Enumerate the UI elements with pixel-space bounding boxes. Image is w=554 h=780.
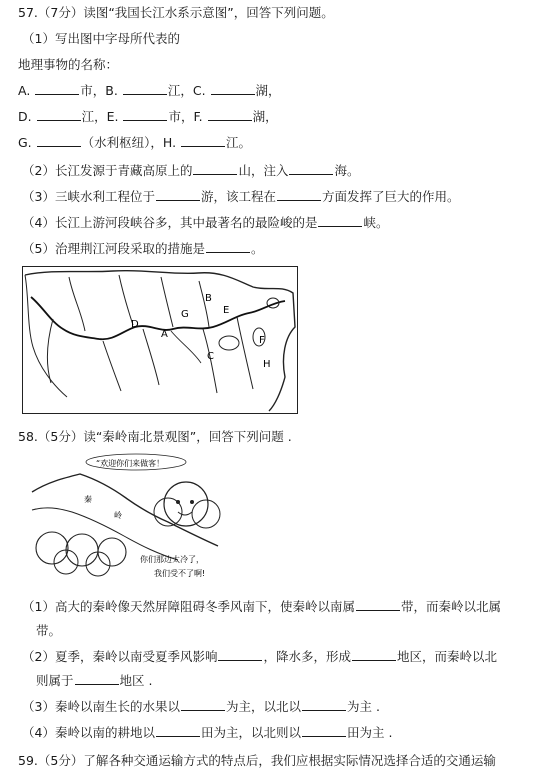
answer-blank-b[interactable] [123, 83, 167, 95]
map-label-g: G [181, 309, 189, 320]
answer-blank-measures[interactable] [206, 241, 250, 253]
answer-blank-gorge[interactable] [318, 215, 362, 227]
answer-blank-summer-monsoon[interactable] [218, 649, 262, 661]
map-label-c: C [207, 351, 214, 362]
cold-text-2: 我们受不了啊! [154, 569, 206, 578]
q57-part2: （2）长江发源于青藏高原上的 山，注入 海。 [22, 163, 360, 178]
answer-blank-north-region[interactable] [75, 673, 119, 685]
q58-part3: （3）秦岭以南生长的水果以 为主，以北以 为主 . [22, 699, 380, 714]
yangtze-river-map [22, 266, 298, 414]
answer-blank-north-farmland[interactable] [302, 725, 346, 737]
welcome-bubble-text: “欢迎你们来做客！ [96, 459, 165, 468]
q57-part5: （5）治理荆江河段采取的措施是 。 [22, 241, 264, 256]
q57-part1-intro-2: 地理事物的名称： [18, 57, 119, 72]
map-label-f: F [259, 335, 265, 346]
answer-blank-south-farmland[interactable] [156, 725, 200, 737]
answer-blank-d[interactable] [37, 109, 81, 121]
map-label-b: B [205, 293, 212, 304]
q58-part2-cont: 则属于 地区 . [36, 673, 153, 688]
answer-blank-h[interactable] [181, 135, 225, 147]
map-label-h: H [263, 359, 271, 370]
qinling-drawing [28, 452, 240, 582]
answer-blank-a[interactable] [35, 83, 79, 95]
answer-blank-sea[interactable] [289, 163, 333, 175]
q57-part3: （3）三峡水利工程位于 游，该工程在 方面发挥了巨大的作用。 [22, 189, 460, 204]
q57-part1-intro: （1）写出图中字母所代表的 [22, 31, 180, 46]
q58-part4: （4）秦岭以南的耕地以 田为主，以北则以 田为主 . [22, 725, 393, 740]
map-label-a: A [161, 329, 168, 340]
answer-blank-south-zone[interactable] [356, 599, 400, 611]
q57-row-abc: A. 市，B. 江，C. 湖， [18, 83, 281, 98]
q58-part1: （1）高大的秦岭像天然屏障阻碍冬季风南下，使秦岭以南属 带，而秦岭以北属 [22, 599, 501, 614]
answer-blank-c[interactable] [211, 83, 255, 95]
answer-blank-south-fruit[interactable] [181, 699, 225, 711]
answer-blank-reach[interactable] [156, 189, 200, 201]
q58-part2: （2）夏季，秦岭以南受夏季风影响 ，降水多，形成 地区，而秦岭以北 [22, 649, 497, 664]
q57-row-def: D. 江，E. 市，F. 湖， [18, 109, 278, 124]
qinling-landscape-figure [28, 452, 240, 582]
qinling-char-qin: 秦 [84, 495, 92, 504]
answer-blank-humid-region[interactable] [352, 649, 396, 661]
map-label-e: E [223, 305, 230, 316]
answer-blank-f[interactable] [208, 109, 252, 121]
q57-title: 57.（7分）读图“我国长江水系示意图”，回答下列问题。 [18, 5, 334, 20]
yangtze-map-drawing [23, 267, 297, 413]
answer-blank-e[interactable] [123, 109, 167, 121]
qinling-char-ling: 岭 [114, 511, 122, 520]
cold-text-1: 你们那边太冷了， [140, 555, 204, 564]
answer-blank-g[interactable] [37, 135, 81, 147]
answer-blank-north-fruit[interactable] [302, 699, 346, 711]
q58-part1-cont: 带。 [36, 623, 62, 638]
q59-title: 59.（5分）了解各种交通运输方式的特点后，我们应根据实际情况选择合适的交通运输 [18, 753, 496, 768]
q58-title: 58.（5分）读“秦岭南北景观图”，回答下列问题 . [18, 429, 292, 444]
answer-blank-aspect[interactable] [277, 189, 321, 201]
q57-part4: （4）长江上游河段峡谷多，其中最著名的最险峻的是 峡。 [22, 215, 389, 230]
answer-blank-source[interactable] [193, 163, 237, 175]
q57-row-gh: G. （水利枢纽），H. 江。 [18, 135, 252, 150]
map-label-d: D [131, 319, 139, 330]
